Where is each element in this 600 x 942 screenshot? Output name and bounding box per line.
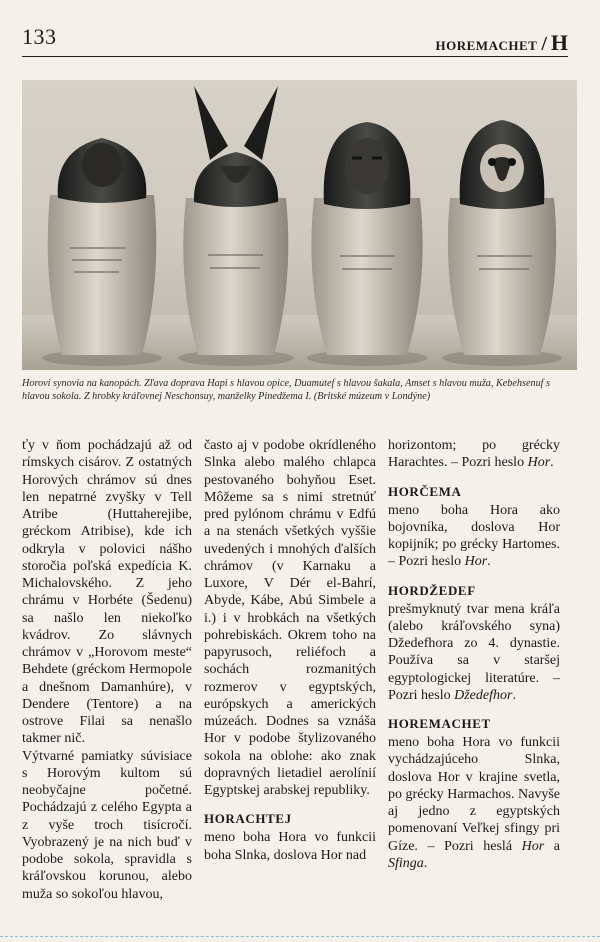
running-head: HOREMACHET — [435, 38, 538, 53]
letter-tab: H — [550, 30, 568, 55]
entry-text-hordzedef: prešmyknutý tvar mena kráľa (alebo kráľovského syna) Džedefhora zo 4. dynastie. Používa sa v staršej egyptologickej literatúre. – Pozri heslo Džedefhor. — [388, 601, 560, 703]
header-rule — [22, 56, 568, 57]
body-paragraph: často aj v podobe okrídleného Slnka alebo malého chlapca pestovaného bohyňou Eset. Môžeme sa s nimi stretnúť pred pylónom chrámu v Edfú a na stenách všetkých vyššie uvedených i mnohých ďalších chrámov (v Karnaku a Luxore, V Dér el-Bahrí, Abyde, Kábe, Abú Simbele a i.) i v hrobkách na všetkých pohrebiskách. Okrem toho na papyrusoch, reliéfoch a sochách rozmanitých rozmerov v egyptských, európskych a amerických múzeách. Dodnes sa vznáša Hor v podobe štylizovaného sokola na oblohe: ako znak dopravných lietadiel aerolínií Egyptskej arabskej republiky. — [204, 438, 376, 798]
jar-amset — [307, 122, 427, 366]
page-bottom-edge — [0, 936, 600, 937]
entry-title-horcema: HORČEMA — [388, 483, 462, 499]
canopic-jars-illustration — [22, 80, 577, 370]
entry-title-horachtej: HORACHTEJ — [204, 811, 292, 827]
text-column-1 — [22, 437, 192, 903]
entry-title-horemachet: HOREMACHET — [388, 716, 491, 731]
running-header — [436, 30, 568, 56]
body-paragraph: Výtvarné pamiatky súvisiace s Horovým kultom sú neobyčajne početné. Pochádzajú z celého Egypta a z vyše troch tisícročí. Vyobrazený je na nich buď v podobe sokola, spravidla s kráľovskou korunou, alebo muža so sokoľou hlavou, — [22, 748, 192, 902]
entry-text-horachtej: meno boha Hora vo funkcii boha Slnka, doslova Hor nad — [204, 830, 376, 863]
canopic-jars-photo — [22, 80, 577, 370]
entry-continuation: horizontom; po grécky Harachtes. – Pozri heslo Hor. — [388, 438, 560, 471]
entry-text-horcema: meno boha Hora ako bojovníka, doslova Hor kopijník; po grécky Hartomes. – Pozri heslo Hor. — [388, 502, 560, 570]
jar-duamutef — [178, 86, 294, 366]
cross-reference-link: Sfinga — [388, 855, 424, 871]
cross-reference-link: Hor — [464, 554, 488, 570]
figure-caption: Horovi synovia na kanopách. Zľava doprava Hapi s hlavou opice, Duamutef s hlavou šakala, Amset s hlavou muža, Kebehsenuf s hlavou sokola. Z hrobky kráľovnej Neschonsuy, manželky Pinedžema I. (Britské múzeum v Londýne) — [22, 378, 551, 402]
jar-kebehsenuf — [442, 120, 562, 366]
jar-hapi — [42, 138, 162, 366]
header-separator: / — [541, 33, 547, 55]
body-paragraph: ťy v ňom pochádzajú až od rímskych cisárov. Z ostatných Horových chrámov sú dnes len nepatrné zvyšky v Tell Atribe (Huttaherejibe, gréckom Atribise), kde ich odkryla v polovici nášho storočia poľská expedícia K. Michalovského. Z jeho chrámu v Horbéte (Šedenu) sa našlo len niekoľko kvádrov. Zo slávnych chrámov v „Horovom meste“ Behdete (gréckom Hermopole a dnešnom Damanhúre), v Dendere (Tentore) a na ostrove Filai sa nenašlo takmer nič. — [22, 438, 192, 747]
cross-reference-link: Džedefhor — [454, 687, 513, 703]
text-column-2 — [204, 437, 376, 864]
entry-title-hordzedef: HORDŽEDEF — [388, 582, 476, 598]
cross-reference-link: Hor — [521, 838, 545, 854]
text-column-3 — [388, 437, 560, 872]
page-number: 133 — [22, 24, 57, 49]
cross-reference-link: Hor — [527, 455, 551, 471]
entry-text-horemachet: meno boha Hora vo funkcii vychádzajúceho Slnka, doslova Hor v krajine svetla, po grécky Harmachos. Navyše aj jedno z egyptských pomenovaní Veľkej sfingy pri Gíze. – Pozri heslá Hor a Sfinga. — [388, 735, 560, 871]
